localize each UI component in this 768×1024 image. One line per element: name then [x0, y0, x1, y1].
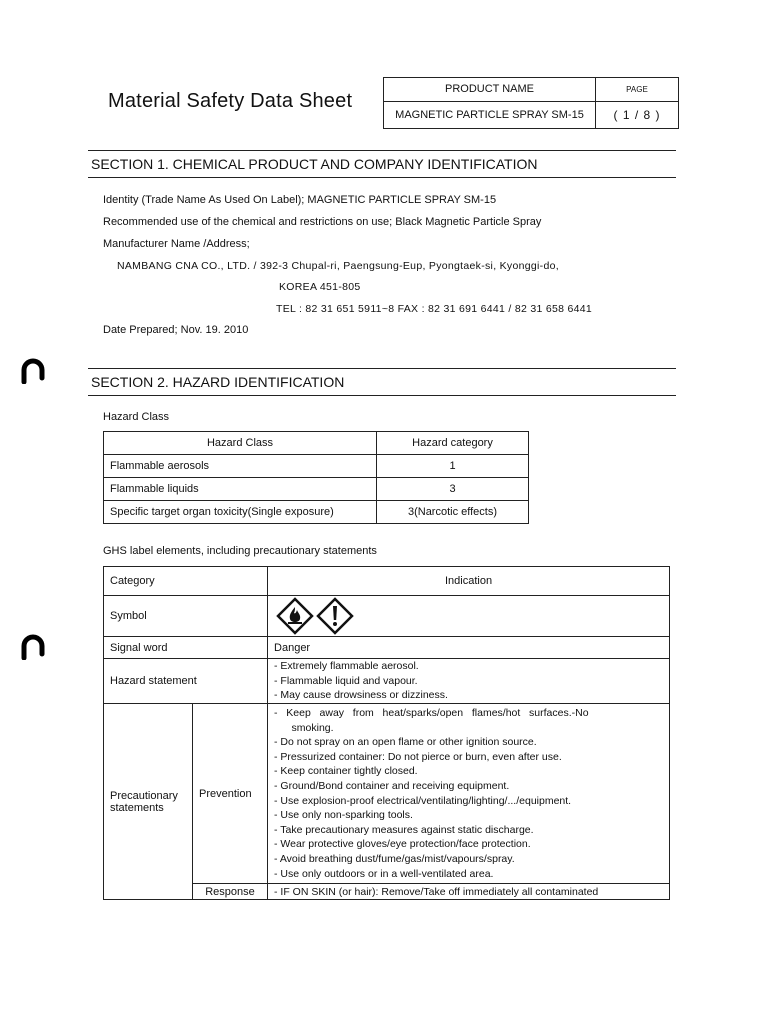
hazard-statement-cell — [268, 659, 670, 704]
identity-line: Identity (Trade Name As Used On Label); MAGNETIC PARTICLE SPRAY SM-15 — [103, 194, 497, 206]
precautionary-label-line: Precautionary — [110, 789, 178, 802]
product-name-label: PRODUCT NAME — [384, 78, 596, 102]
table-row — [104, 704, 670, 884]
list-item: - Avoid breathing dust/fume/gas/mist/vapours/spray. — [274, 852, 515, 865]
hazard-class-heading: Hazard Class — [103, 411, 170, 423]
exclamation-pictogram-icon — [316, 597, 354, 635]
section1-title: SECTION 1. CHEMICAL PRODUCT AND COMPANY IDENTIFICATION — [91, 156, 538, 172]
precautionary-statements-label — [104, 704, 193, 900]
hazard-category-header: Hazard category — [377, 432, 529, 455]
hazard-class-header: Hazard Class — [104, 432, 377, 455]
ghs-heading: GHS label elements, including precautionary statements — [103, 545, 377, 557]
hazard-category-cell: 3(Narcotic effects) — [377, 501, 529, 524]
category-header: Category — [104, 567, 268, 596]
response-label: Response — [193, 884, 268, 900]
list-item: - Keep container tightly closed. — [274, 765, 418, 778]
list-item: smoking. — [274, 721, 334, 734]
list-item: - Wear protective gloves/eye protection/face protection. — [274, 838, 531, 851]
symbol-cell — [268, 596, 670, 637]
product-name-value: MAGNETIC PARTICLE SPRAY SM-15 — [384, 101, 596, 128]
hazard-category-cell: 3 — [377, 478, 529, 501]
list-item: - Use explosion-proof electrical/ventilating/lighting/.../equipment. — [274, 794, 572, 807]
list-item: - Ground/Bond container and receiving equipment. — [274, 779, 510, 792]
hazard-class-cell: Specific target organ toxicity(Single exposure) — [104, 501, 377, 524]
precautionary-label-line: statements — [110, 801, 164, 814]
table-row — [104, 567, 670, 596]
list-item: - Take precautionary measures against static discharge. — [274, 823, 534, 836]
list-item: - Extremely flammable aerosol. — [274, 660, 419, 673]
hazard-category-cell: 1 — [377, 455, 529, 478]
table-row — [104, 659, 670, 704]
list-item: - May cause drowsiness or dizziness. — [274, 689, 448, 702]
date-prepared: Date Prepared; Nov. 19. 2010 — [103, 324, 249, 336]
prevention-cell — [268, 704, 670, 884]
table-row — [104, 637, 670, 659]
table-row — [104, 596, 670, 637]
hazard-class-cell: Flammable liquids — [104, 478, 377, 501]
list-item: - Pressurized container: Do not pierce or burn, even after use. — [274, 750, 562, 763]
page-number: ( 1 / 8 ) — [596, 101, 679, 128]
manufacturer-label: Manufacturer Name /Address; — [103, 238, 250, 250]
list-item: - Flammable liquid and vapour. — [274, 674, 418, 687]
hazard-statement-label: Hazard statement — [104, 659, 268, 704]
list-item: - Do not spray on an open flame or other ignition source. — [274, 736, 537, 749]
page-label: PAGE — [596, 78, 679, 102]
flame-pictogram-icon — [276, 597, 314, 635]
ghs-label-table — [103, 566, 670, 900]
recommended-use-line: Recommended use of the chemical and restrictions on use; Black Magnetic Particle Spray — [103, 216, 542, 228]
document-title: Material Safety Data Sheet — [108, 90, 353, 112]
indication-header: Indication — [268, 567, 670, 596]
address-line-1: NAMBANG CNA CO., LTD. / 392-3 Chupal-ri, Paengsung-Eup, Pyongtaek-si, Kyonggi-do, — [117, 260, 559, 272]
list-item: - Use only non-sparking tools. — [274, 809, 413, 822]
punch-hole-icon — [20, 634, 46, 660]
hazard-class-table — [103, 431, 529, 524]
table-row — [104, 501, 529, 524]
product-header-table — [383, 77, 679, 129]
section2-title: SECTION 2. HAZARD IDENTIFICATION — [91, 374, 345, 390]
section2-bottom-rule — [88, 395, 676, 396]
hazard-class-cell: Flammable aerosols — [104, 455, 377, 478]
section1-top-rule — [88, 150, 676, 151]
prevention-label: Prevention — [193, 704, 268, 884]
symbol-label: Symbol — [104, 596, 268, 637]
contact-line: TEL : 82 31 651 5911~8 FAX : 82 31 691 6441 / 82 31 658 6441 — [276, 303, 593, 315]
table-row — [104, 455, 529, 478]
signal-word-value: Danger — [268, 637, 670, 659]
punch-hole-icon — [20, 358, 46, 384]
list-item: - Use only outdoors or in a well-ventilated area. — [274, 867, 494, 880]
list-item: - Keep away from heat/sparks/open flames/hot surfaces.-No — [274, 707, 589, 719]
table-row — [104, 432, 529, 455]
signal-word-label: Signal word — [104, 637, 268, 659]
section1-bottom-rule — [88, 177, 676, 178]
response-cell: - IF ON SKIN (or hair): Remove/Take off immediately all contaminated — [268, 884, 670, 900]
address-line-2: KOREA 451-805 — [279, 281, 361, 293]
section2-top-rule — [88, 368, 676, 369]
table-row — [104, 478, 529, 501]
